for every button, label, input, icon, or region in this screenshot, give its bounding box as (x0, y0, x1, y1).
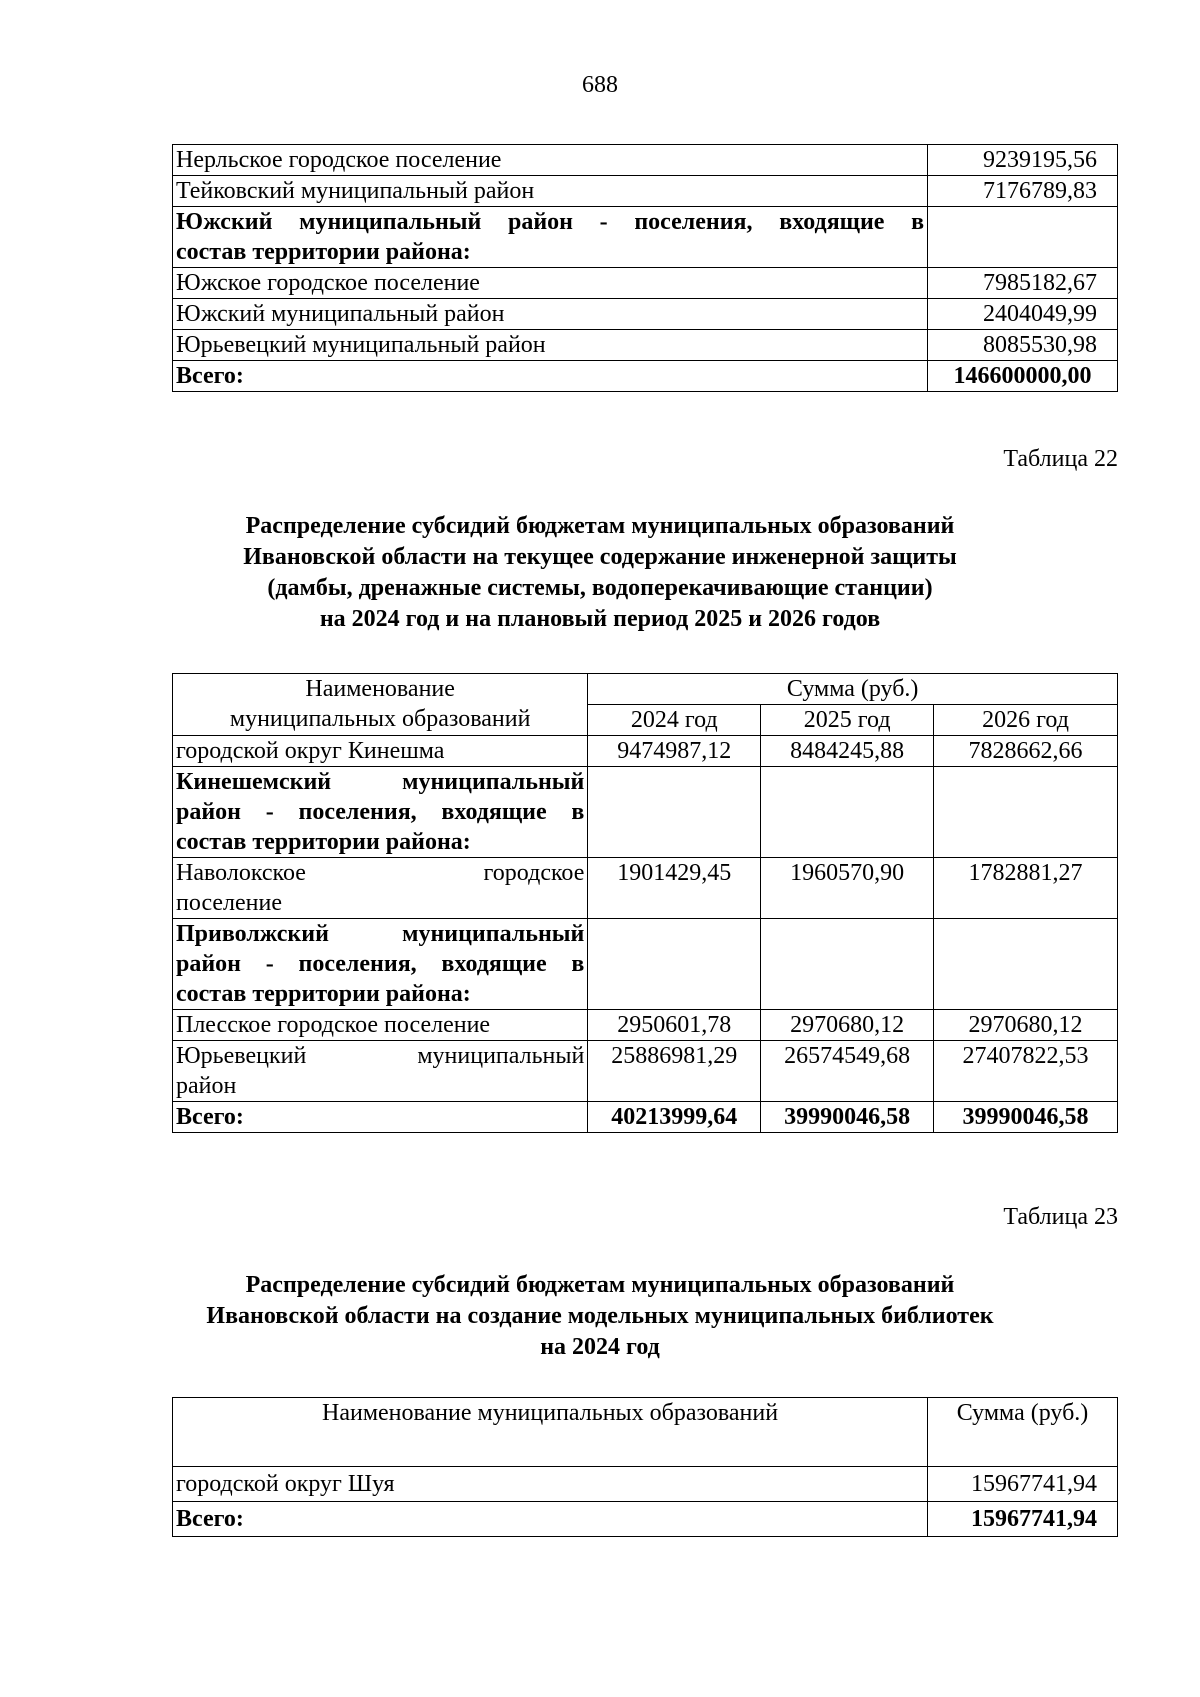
row-name: городской округ Шуя (173, 1467, 928, 1502)
table22 (172, 673, 1118, 1133)
total-row (173, 1502, 1118, 1537)
row-value: 25886981,29 (588, 1041, 761, 1102)
title-line: Ивановской области на создание модельных муниципальных библиотек (206, 1303, 994, 1329)
row-value: 7176789,83 (928, 176, 1118, 207)
row-value: 9239195,56 (928, 145, 1118, 176)
table-row (173, 145, 1118, 176)
row-name-line: поселение (176, 890, 283, 916)
header-sum: Сумма (руб.) (588, 674, 1118, 705)
table-row (173, 858, 1118, 919)
row-name: Тейковский муниципальный район (173, 176, 928, 207)
table23-caption: Таблица 23 (1003, 1204, 1118, 1230)
row-value: 1782881,27 (934, 858, 1118, 919)
table-row (173, 268, 1118, 299)
row-value: 8484245,88 (761, 736, 934, 767)
table-row (173, 1041, 1118, 1102)
total-value: 15967741,94 (928, 1502, 1118, 1537)
total-value: 146600000,00 (928, 361, 1118, 392)
row-name-line: Юрьевецкий муниципальный (176, 1043, 585, 1069)
row-name (173, 919, 588, 1010)
total-row (173, 1102, 1118, 1133)
total-label: Всего: (173, 1502, 928, 1537)
total-label: Всего: (173, 361, 928, 392)
total-value: 39990046,58 (934, 1102, 1118, 1133)
row-value: 2970680,12 (934, 1010, 1118, 1041)
row-name-line: район - поселения, входящие в (176, 951, 585, 977)
table23 (172, 1397, 1118, 1537)
row-value: 15967741,94 (928, 1467, 1118, 1502)
row-value: 1901429,45 (588, 858, 761, 919)
total-value: 40213999,64 (588, 1102, 761, 1133)
title-line: Ивановской области на текущее содержание инженерной защиты (243, 544, 957, 570)
table-row (173, 736, 1118, 767)
header-name-line: муниципальных образований (229, 706, 531, 732)
title-line: Распределение субсидий бюджетам муниципальных образований (245, 1272, 955, 1298)
row-value: 27407822,53 (934, 1041, 1118, 1102)
row-name (173, 858, 588, 919)
total-label: Всего: (173, 1102, 588, 1133)
row-name (173, 1041, 588, 1102)
table-row (173, 207, 1118, 268)
header-year: 2024 год (588, 705, 761, 736)
title-line: на 2024 год и на плановый период 2025 и 2026 годов (319, 606, 881, 632)
row-name-line: район (176, 1073, 237, 1099)
table-row (173, 299, 1118, 330)
table-row (173, 1010, 1118, 1041)
row-name-line: состав территории района: (176, 981, 471, 1007)
row-name: Нерльское городское поселение (173, 145, 928, 176)
row-value: 7828662,66 (934, 736, 1118, 767)
title-line: Распределение субсидий бюджетам муниципальных образований (245, 513, 955, 539)
row-value: 9474987,12 (588, 736, 761, 767)
table-row (173, 176, 1118, 207)
table-row (173, 919, 1118, 1010)
row-name-line: состав территории района: (176, 829, 471, 855)
row-name (173, 207, 928, 268)
row-name-line: Южский муниципальный район - поселения, входящие в (176, 209, 925, 235)
row-name: городской округ Кинешма (173, 736, 588, 767)
row-name: Южский муниципальный район (173, 299, 928, 330)
header-year: 2025 год (761, 705, 934, 736)
total-value: 39990046,58 (761, 1102, 934, 1133)
total-row (173, 361, 1118, 392)
table22-caption: Таблица 22 (1003, 446, 1118, 472)
title-line: (дамбы, дренажные системы, водоперекачивающие станции) (267, 575, 933, 601)
row-value: 8085530,98 (928, 330, 1118, 361)
page-number: 688 (582, 72, 618, 98)
row-value: 26574549,68 (761, 1041, 934, 1102)
row-value (928, 207, 1118, 268)
row-name: Плесское городское поселение (173, 1010, 588, 1041)
row-value: 1960570,90 (761, 858, 934, 919)
row-name-line: состав территории района: (176, 239, 471, 265)
row-value: 2970680,12 (761, 1010, 934, 1041)
row-value: 2404049,99 (928, 299, 1118, 330)
row-name-line: район - поселения, входящие в (176, 799, 585, 825)
table-row (173, 330, 1118, 361)
header-name (173, 674, 588, 736)
header-row (173, 1398, 1118, 1467)
table-prev (172, 144, 1118, 392)
header-name: Наименование муниципальных образований (173, 1398, 928, 1467)
row-value: 2950601,78 (588, 1010, 761, 1041)
table-row (173, 767, 1118, 858)
row-name-line: Кинешемский муниципальный (176, 769, 585, 795)
row-name-line: Наволокское городское (176, 860, 585, 886)
header-sum: Сумма (руб.) (928, 1398, 1118, 1467)
header-row (173, 674, 1118, 705)
table22-title (150, 511, 1050, 635)
table-row (173, 1467, 1118, 1502)
header-year: 2026 год (934, 705, 1118, 736)
row-name: Южское городское поселение (173, 268, 928, 299)
row-name (173, 767, 588, 858)
row-name: Юрьевецкий муниципальный район (173, 330, 928, 361)
table23-title (150, 1270, 1050, 1363)
title-line: на 2024 год (540, 1334, 660, 1360)
row-name-line: Приволжский муниципальный (176, 921, 585, 947)
header-name-line: Наименование (305, 676, 455, 702)
row-value: 7985182,67 (928, 268, 1118, 299)
